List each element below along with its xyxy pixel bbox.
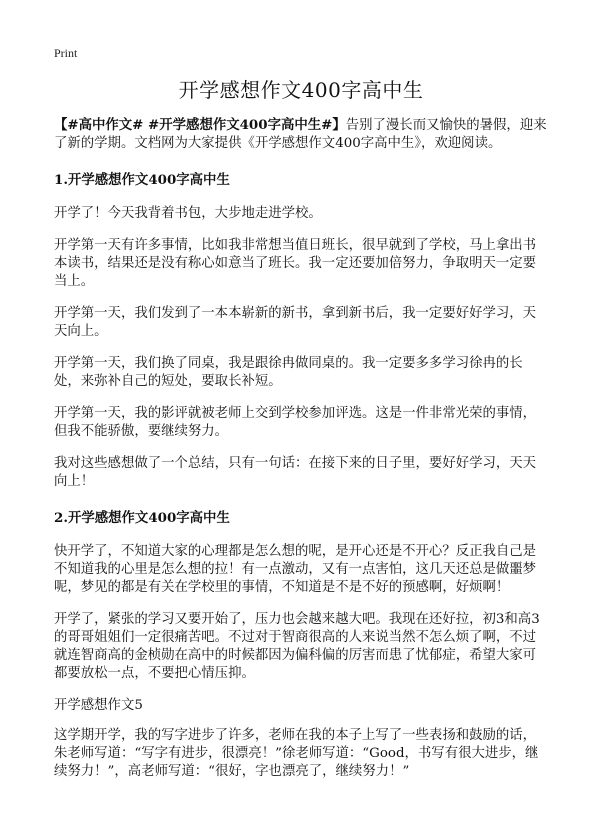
- print-label: Print: [54, 46, 78, 60]
- extra-heading: 开学感想作文5: [54, 698, 143, 713]
- page-title: 开学感想作文400字高中生: [178, 78, 424, 102]
- section-1-paragraph: 开学第一天，我的影评就被老师上交到学校参加评选。这是一件非常光荣的事情，但我不能骄傲，要继续努力。: [54, 406, 537, 439]
- section-1-paragraph: 开学了！今天我背着书包，大步地走进学校。: [54, 206, 322, 221]
- section-heading-1: 1.开学感想作文400字高中生: [54, 172, 230, 188]
- section-1-paragraph: 开学第一天，我们换了同桌，我是跟徐冉做同桌的。我一定要多多学习徐冉的长处，来弥补自己的短处，要取长补短。: [54, 356, 523, 389]
- section-1-paragraph: 开学第一天有许多事情，比如我非常想当值日班长，很早就到了学校，马上拿出书本读书，结果还是没有称心如意当了班长。我一定还要加倍努力，争取明天一定要当上。: [54, 238, 537, 289]
- section-2-paragraph: 快开学了，不知道大家的心理都是怎么想的呢，是开心还是不开心？反正我自己是不知道我的心里是怎么想的拉！有一点激动，又有一点害怕，这几天还总是做噩梦呢，梦见的都是有关在学校里的事情，不知道是不是不好的预感啊，好烦啊！: [54, 544, 537, 595]
- section-heading-2: 2.开学感想作文400字高中生: [54, 510, 230, 526]
- section-1-paragraph: 开学第一天，我们发到了一本本崭新的新书，拿到新书后，我一定要好好学习，天天向上。: [54, 306, 537, 339]
- intro-tags: 【#高中作文# #开学感想作文400字高中生#】: [54, 117, 346, 133]
- section-2-paragraph: 开学了，紧张的学习又要开始了，压力也会越来越大吧。我现在还好拉，初3和高3的哥哥姐姐们一定很痛苦吧。不过对于智商很高的人来说当然不怎么烦了啊，不过就连智商高的金桢勋在高中的时候都因为偏科偏的厉害而患了忧郁症，希望大家可都要放松一点，不要把心情压抑。: [54, 612, 540, 681]
- extra-paragraph: 这学期开学，我的写字进步了许多，老师在我的本子上写了一些表扬和鼓励的话，朱老师写道：“写字有进步，很漂亮！”徐老师写道：“Good，书写有很大进步，继续努力！”，高老师写道：“很好，字也漂亮了，继续努力！”: [54, 728, 539, 779]
- intro-text: 告别了漫长而又愉快的暑假，迎来了新的学期。文档网为大家提供《开学感想作文400字高中生》，欢迎阅读。: [54, 118, 547, 151]
- section-1-paragraph: 我对这些感想做了一个总结，只有一句话：在接下来的日子里，要好好学习，天天向上！: [54, 456, 537, 489]
- intro-paragraph: [54, 116, 548, 153]
